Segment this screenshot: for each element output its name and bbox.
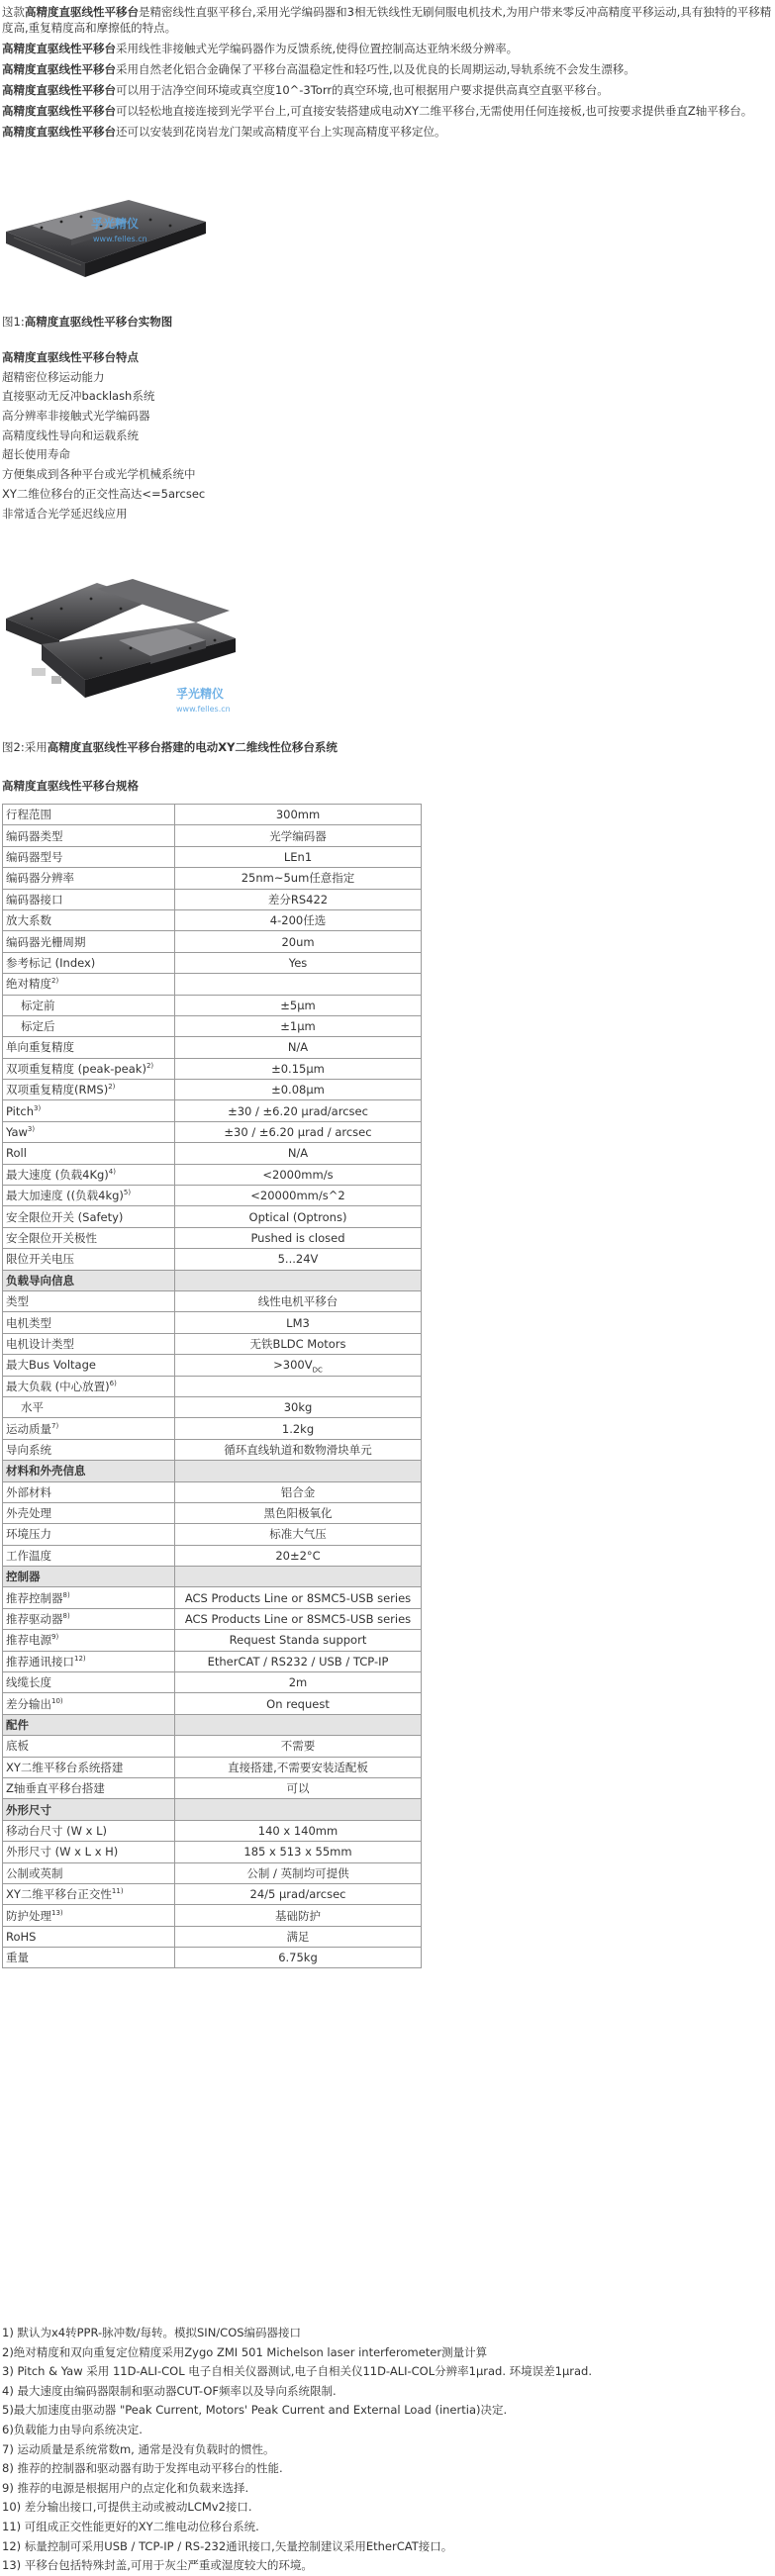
spec-row (3, 1608, 422, 1629)
spec-row (3, 1948, 422, 1968)
spec-key: 类型 (3, 1290, 175, 1311)
note-item: 4) 最大速度由编码器限制和驱动器CUT-OF频率以及导向系统限制. (2, 2383, 337, 2398)
spec-key: 编码器类型 (3, 825, 175, 846)
spec-section-row (3, 1270, 422, 1290)
spec-row (3, 1736, 422, 1757)
spec-row (3, 1862, 422, 1883)
spec-key: 外壳处理 (3, 1502, 175, 1523)
spec-row (3, 889, 422, 909)
spec-value: N/A (175, 1143, 422, 1164)
spec-row (3, 805, 422, 825)
features-title: 高精度直驱线性平移台特点 (2, 350, 139, 364)
spec-value: ±0.08μm (175, 1080, 422, 1100)
intro-paragraph: 高精度直驱线性平移台采用线性非接触式光学编码器作为反馈系统,使得位置控制高达亚纳米级分辨率。 (2, 42, 519, 55)
spec-row (3, 1164, 422, 1185)
spec-key: 外形尺寸 (W x L x H) (3, 1842, 175, 1862)
spec-value: 1.2kg (175, 1418, 422, 1439)
spec-value: 可以 (175, 1777, 422, 1798)
spec-key: 电机类型 (3, 1312, 175, 1333)
spec-row (3, 1080, 422, 1100)
spec-row (3, 1820, 422, 1841)
spec-key: 标定前 (3, 995, 175, 1015)
spec-row (3, 1121, 422, 1142)
spec-key: 电机设计类型 (3, 1333, 175, 1354)
spec-section-fill (175, 1799, 422, 1820)
spec-row (3, 1100, 422, 1121)
notes-section (2, 2324, 772, 2576)
feature-item: 超长使用寿命 (2, 447, 70, 462)
spec-section-row (3, 1714, 422, 1735)
note-item: 2)绝对精度和双向重复定位精度采用Zygo ZMI 501 Michelson laser interferometer测量计算 (2, 2344, 488, 2359)
spec-key: 编码器接口 (3, 889, 175, 909)
spec-value: 满足 (175, 1926, 422, 1947)
spec-key: Roll (3, 1143, 175, 1164)
spec-value: ±5μm (175, 995, 422, 1015)
note-item: 8) 推荐的控制器和驱动器有助于发挥电动平移台的性能. (2, 2461, 283, 2476)
spec-title: 高精度直驱线性平移台规格 (2, 779, 139, 793)
spec-value: ±30 / ±6.20 μrad / arcsec (175, 1121, 422, 1142)
footnote-ref: 8) (62, 1612, 70, 1621)
spec-key: 移动台尺寸 (W x L) (3, 1820, 175, 1841)
spec-key: 线缆长度 (3, 1672, 175, 1693)
spec-key: XY二维平移台系统搭建 (3, 1757, 175, 1777)
spec-row (3, 1883, 422, 1904)
spec-key: 推荐通讯接口$^{12)}$ (3, 1651, 175, 1671)
intro-section (2, 4, 772, 144)
spec-section-label: 材料和外壳信息 (3, 1461, 175, 1481)
figure2-caption: 图2:采用高精度直驱线性平移台搭建的电动XY二维线性位移台系统 (2, 740, 338, 754)
intro-paragraph: 高精度直驱线性平移台可以用于洁净空间环境或真空度10^-3Torr的真空环境,也可根据用户要求提供高真空直驱平移台。 (2, 83, 609, 97)
feature-item: 高精度线性导向和运载系统 (2, 428, 139, 442)
spec-value: 不需要 (175, 1736, 422, 1757)
spec-section-label: 外形尺寸 (3, 1799, 175, 1820)
feature-item: 直接驱动无反冲backlash系统 (2, 389, 155, 404)
spec-row (3, 1333, 422, 1354)
spec-value: ±0.15μm (175, 1058, 422, 1079)
feature-item: 方便集成到各种平台或光学机械系统中 (2, 467, 196, 482)
spec-key: 编码器分辨率 (3, 868, 175, 889)
footnote-ref: 3) (34, 1103, 42, 1112)
spec-key: 外部材料 (3, 1481, 175, 1502)
spec-key: 公制或英制 (3, 1862, 175, 1883)
spec-row (3, 1926, 422, 1947)
watermark-logo: 孚光精仪 (176, 687, 225, 701)
spec-key: 标定后 (3, 1015, 175, 1036)
spec-row (3, 1249, 422, 1270)
spec-key: RoHS (3, 1926, 175, 1947)
spec-row (3, 1693, 422, 1714)
spec-key: Yaw$^{3)}$ (3, 1121, 175, 1142)
intro-paragraph: 高精度直驱线性平移台还可以安装到花岗岩龙门架或高精度平台上实现高精度平移定位。 (2, 125, 446, 139)
spec-row (3, 1481, 422, 1502)
spec-row (3, 1058, 422, 1079)
note-item: 13) 平移台包括特殊封盖,可用于灰尘严重或湿度较大的环境。 (2, 2558, 313, 2573)
spec-section-row (3, 1567, 422, 1587)
spec-value: 140 x 140mm (175, 1820, 422, 1841)
note-item: 5)最大加速度由驱动器 "Peak Current, Motors' Peak Current and External Load (inertia)决定. (2, 2403, 508, 2418)
note-item: 11) 可组成正交性能更好的XY二维电动位移台系统. (2, 2519, 259, 2533)
spec-row (3, 1905, 422, 1926)
spec-key: 编码器光栅周期 (3, 931, 175, 952)
spec-key: Pitch$^{3)}$ (3, 1100, 175, 1121)
spec-row (3, 1312, 422, 1333)
spec-value: ±1μm (175, 1015, 422, 1036)
spec-value: 标准大气压 (175, 1524, 422, 1545)
spec-value: <20000mm/s^2 (175, 1186, 422, 1206)
spec-value (175, 974, 422, 995)
spec-value: 185 x 513 x 55mm (175, 1842, 422, 1862)
spec-key: 重量 (3, 1948, 175, 1968)
spec-row (3, 1502, 422, 1523)
spec-section-label: 负载导向信息 (3, 1270, 175, 1290)
spec-value: 光学编码器 (175, 825, 422, 846)
spec-value: 6.75kg (175, 1948, 422, 1968)
spec-key: 推荐驱动器$^{8)}$ (3, 1608, 175, 1629)
spec-value: 2m (175, 1672, 422, 1693)
spec-row (3, 1037, 422, 1058)
spec-section-row (3, 1461, 422, 1481)
spec-row (3, 1355, 422, 1376)
intro-paragraph: 高精度直驱线性平移台可以轻松地直接连接到光学平台上,可直接安装搭建成电动XY二维平移台,无需使用任何连接板,也可按要求提供垂直Z轴平移台。 (2, 104, 753, 118)
spec-value: 循环直线轨道和数物滑块单元 (175, 1439, 422, 1460)
spec-row (3, 1439, 422, 1460)
spec-value: N/A (175, 1037, 422, 1058)
intro-paragraph: 高精度直驱线性平移台采用自然老化铝合金确保了平移台高温稳定性和轻巧性,以及优良的长周期运动,导轨系统不会发生漂移。 (2, 62, 635, 76)
spec-row (3, 1376, 422, 1396)
feature-item: XY二维位移台的正交性高达<=5arcsec (2, 486, 206, 501)
spec-row (3, 825, 422, 846)
spec-row (3, 1777, 422, 1798)
spec-value: 直接搭建,不需要安装适配板 (175, 1757, 422, 1777)
spec-value: 铝合金 (175, 1481, 422, 1502)
note-item: 7) 运动质量是系统常数m, 通常是没有负载时的惯性。 (2, 2441, 275, 2456)
spec-value: 4-200任选 (175, 909, 422, 930)
feature-item: 非常适合光学延迟线应用 (2, 506, 128, 521)
footnote-ref: 5) (123, 1189, 132, 1197)
spec-value: Request Standa support (175, 1630, 422, 1651)
footnote-ref: 13) (51, 1908, 63, 1917)
spec-section-fill (175, 1714, 422, 1735)
footnote-ref: 2) (108, 1083, 116, 1092)
spec-key: Z轴垂直平移台搭建 (3, 1777, 175, 1798)
spec-key: 最大速度 (负载4Kg)$^{4)}$ (3, 1164, 175, 1185)
note-item: 10) 差分输出接口,可提供主动或被动LCMv2接口. (2, 2500, 252, 2515)
spec-value: 线性电机平移台 (175, 1290, 422, 1311)
spec-value: Optical (Optrons) (175, 1206, 422, 1227)
spec-key: 底板 (3, 1736, 175, 1757)
spec-table (2, 804, 422, 1968)
footnote-ref: 3) (27, 1125, 36, 1134)
spec-row (3, 1842, 422, 1862)
spec-row (3, 1587, 422, 1608)
spec-value: 24/5 μrad/arcsec (175, 1883, 422, 1904)
spec-key: 防护处理$^{13)}$ (3, 1905, 175, 1926)
spec-row (3, 1206, 422, 1227)
spec-row (3, 952, 422, 973)
note-item: 1) 默认为x4转PPR-脉冲数/每转。模拟SIN/COS编码器接口 (2, 2326, 302, 2339)
spec-value: 20±2°C (175, 1545, 422, 1566)
spec-value: 基础防护 (175, 1905, 422, 1926)
spec-key: 放大系数 (3, 909, 175, 930)
spec-key: 限位开关电压 (3, 1249, 175, 1270)
footnote-ref: 9) (51, 1633, 59, 1642)
spec-key: 工作温度 (3, 1545, 175, 1566)
spec-value: On request (175, 1693, 422, 1714)
footnote-ref: 12) (74, 1654, 86, 1663)
spec-value: <2000mm/s (175, 1164, 422, 1185)
feature-item: 超精密位移运动能力 (2, 369, 105, 384)
spec-key: 推荐控制器$^{8)}$ (3, 1587, 175, 1608)
footnote-ref: 8) (62, 1590, 70, 1599)
spec-value: Yes (175, 952, 422, 973)
spec-value: 25nm~5um任意指定 (175, 868, 422, 889)
spec-row (3, 1524, 422, 1545)
spec-key: 双项重复精度 (peak-peak)$^{2)}$ (3, 1058, 175, 1079)
spec-row (3, 1227, 422, 1248)
spec-section-fill (175, 1270, 422, 1290)
features-list (2, 348, 205, 524)
spec-value: ACS Products Line or 8SMC5-USB series (175, 1587, 422, 1608)
spec-value (175, 1376, 422, 1396)
spec-key: 单向重复精度 (3, 1037, 175, 1058)
note-item: 6)负载能力由导向系统决定. (2, 2422, 143, 2436)
spec-value: ACS Products Line or 8SMC5-USB series (175, 1608, 422, 1629)
spec-value: LM3 (175, 1312, 422, 1333)
spec-value: ±30 / ±6.20 μrad/arcsec (175, 1100, 422, 1121)
footnote-ref: 6) (109, 1379, 117, 1387)
spec-row (3, 1186, 422, 1206)
spec-key: 双项重复精度(RMS)$^{2)}$ (3, 1080, 175, 1100)
spec-row (3, 1545, 422, 1566)
intro-paragraph: 这款高精度直驱线性平移台是精密线性直驱平移台,采用光学编码器和3相无铁线性无刷伺服电机技术,为用户带来零反冲高精度平移运动,具有独特的平移精度高,重复精度高和摩擦低的特点。 (2, 5, 772, 35)
watermark-logo: 孚光精仪 (91, 217, 140, 231)
spec-row (3, 1143, 422, 1164)
footnote-ref: 10) (51, 1696, 63, 1705)
spec-section-label: 配件 (3, 1714, 175, 1735)
spec-row (3, 1396, 422, 1417)
spec-row (3, 1418, 422, 1439)
spec-key: 参考标记 (Index) (3, 952, 175, 973)
spec-key: 安全限位开关极性 (3, 1227, 175, 1248)
spec-key: 导向系统 (3, 1439, 175, 1460)
spec-value: 公制 / 英制均可提供 (175, 1862, 422, 1883)
spec-row (3, 1290, 422, 1311)
footnote-ref: 7) (51, 1421, 59, 1430)
spec-key: 环境压力 (3, 1524, 175, 1545)
spec-row (3, 931, 422, 952)
spec-key: 最大负载 (中心放置)$^{6)}$ (3, 1376, 175, 1396)
spec-value: LEn1 (175, 846, 422, 867)
spec-key: XY二维平移台正交性$^{11)}$ (3, 1883, 175, 1904)
footnote-ref: 2) (51, 977, 59, 986)
watermark-url: www.felles.cn (93, 235, 147, 243)
note-item: 9) 推荐的电源是根据用户的点定化和负载来选择. (2, 2480, 249, 2495)
spec-row (3, 974, 422, 995)
xy-stage-photo (2, 549, 240, 727)
spec-value: 300mm (175, 805, 422, 825)
spec-section-label: 控制器 (3, 1567, 175, 1587)
watermark-url: www.felles.cn (176, 705, 231, 714)
spec-key: 最大Bus Voltage (3, 1355, 175, 1376)
spec-row (3, 1651, 422, 1671)
footnote-ref: 11) (111, 1887, 124, 1896)
unit-subscript: DC (312, 1366, 323, 1375)
spec-key: 差分输出$^{10)}$ (3, 1693, 175, 1714)
note-item: 12) 标量控制可采用USB / TCP-IP / RS-232通讯接口,矢量控制建议采用EtherCAT接口。 (2, 2538, 453, 2553)
spec-value: 黑色阳极氧化 (175, 1502, 422, 1523)
spec-value: 差分RS422 (175, 889, 422, 909)
spec-row (3, 909, 422, 930)
spec-row (3, 1672, 422, 1693)
spec-section-fill (175, 1461, 422, 1481)
spec-row (3, 1630, 422, 1651)
spec-key: 编码器型号 (3, 846, 175, 867)
feature-item: 高分辨率非接触式光学编码器 (2, 409, 150, 424)
footnote-ref: 2) (145, 1062, 154, 1071)
spec-value: 5...24V (175, 1249, 422, 1270)
footnote-ref: 4) (108, 1168, 116, 1176)
note-item: 3) Pitch & Yaw 采用 11D-ALI-COL 电子自相关仪器测试,电子自相关仪11D-ALI-COL分辨率1μrad. 环境误差1μrad. (2, 2364, 593, 2379)
spec-key: 安全限位开关 (Safety) (3, 1206, 175, 1227)
spec-key: 绝对精度$^{2)}$ (3, 974, 175, 995)
spec-section-fill (175, 1567, 422, 1587)
spec-row (3, 1015, 422, 1036)
spec-key: 运动质量$^{7)}$ (3, 1418, 175, 1439)
spec-key: 水平 (3, 1396, 175, 1417)
spec-key: 推荐电源$^{9)}$ (3, 1630, 175, 1651)
spec-row (3, 1757, 422, 1777)
spec-value: $>300V_{DC}$ (175, 1355, 422, 1376)
spec-value: 20um (175, 931, 422, 952)
spec-value: EtherCAT / RS232 / USB / TCP-IP (175, 1651, 422, 1671)
spec-value: 30kg (175, 1396, 422, 1417)
spec-row (3, 868, 422, 889)
spec-row (3, 846, 422, 867)
stage-photo (2, 186, 210, 285)
spec-value: Pushed is closed (175, 1227, 422, 1248)
spec-section-row (3, 1799, 422, 1820)
spec-row (3, 995, 422, 1015)
spec-key: 最大加速度 ((负载4kg)$^{5)}$ (3, 1186, 175, 1206)
figure1-caption: 图1:高精度直驱线性平移台实物图 (2, 315, 173, 329)
spec-key: 行程范围 (3, 805, 175, 825)
spec-value: 无铁BLDC Motors (175, 1333, 422, 1354)
